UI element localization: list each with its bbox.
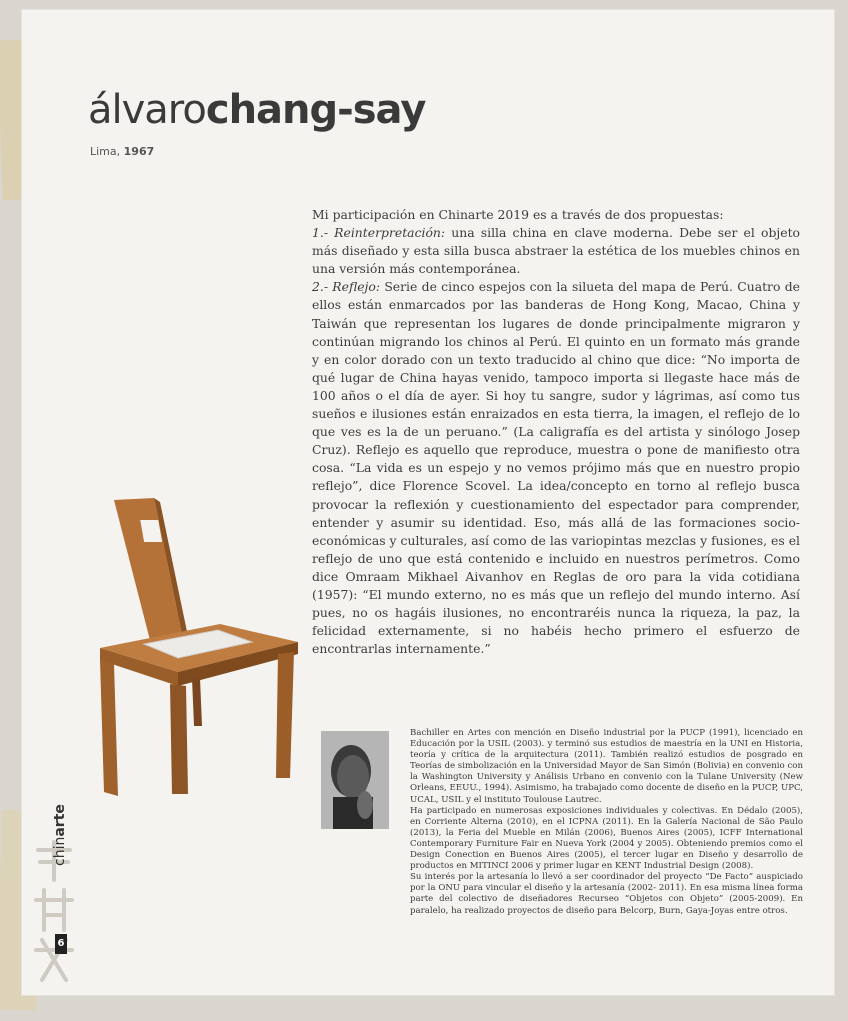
artist-last-name: chang-say: [205, 87, 426, 133]
brand-logo: [52, 804, 68, 866]
statement-intro: Mi participación en Chinarte 2019 es a través de dos propuestas:: [312, 207, 724, 222]
artist-biography: [410, 728, 803, 917]
artist-name: [88, 87, 426, 133]
artist-portrait-photo: [321, 731, 389, 829]
statement-item-2: [312, 278, 800, 658]
item-2-label: 2.- Reflejo:: [312, 279, 381, 295]
bio-paragraph: Su interés por la artesanía lo llevó a ser coordinador del proyecto “De Facto” auspiciado por la ONU para vincular el diseño y la artesanía (2002- 2011). En esa misma línea forma parte del colectivo de diseñadores Recurseo “Objetos con Objeto” (2005-2009). En paralelo, ha realizado proyectos de diseño para Belcorp, Burn, Gaya-Joyas entre otros.: [410, 872, 803, 916]
page-number: 6: [55, 934, 67, 954]
artist-city: Lima,: [90, 145, 121, 158]
artist-statement: [312, 206, 800, 658]
brand-part: arte: [52, 804, 68, 837]
bio-paragraph: Bachiller en Artes con mención en Diseño industrial por la PUCP (1991), licenciado en Educación por la USIL (2003). y terminó sus estudios de maestría en la UNI en Historia, teoría y crítica de la arquitectura (2011). También realizó estudios de posgrado en Teorías de simbolización en la Universidad Mayor de San Simón (Bolivia) en convenio con la Washington University y Análisis Urbano en convenio con la Tulane University (New Orleans, EEUU., 1994). Asimismo, ha trabajado como docente de diseño en la PUCP, UPC, UCAL, USIL y el instituto Toulouse Lautrec.: [410, 728, 803, 805]
artist-birth-year: 1967: [123, 145, 155, 158]
bio-paragraph: Ha participado en numerosas exposiciones individuales y colectivas. En Dédalo (2005), en Corriente Alterna (2010), en el ICPNA (2011). En la Galería Nacional de São Paulo (2013), la Feria del Mueble en Milán (2006), Buenos Aires (2005), ICFF International Contemporary Furniture Fair en Nueva York (2004 y 2005). Obteniendo premios como el Design Conection en Buenos Aires (2005), el tercer lugar en Diseño y desarrollo de productos en MITINCI 2006 y primer lugar en KENT Industrial Design (2008).: [410, 805, 803, 872]
item-2-text: Serie de cinco espejos con la silueta del mapa de Perú. Cuatro de ellos están enmarcados por las banderas de Hong Kong, Macao, China y Taiwán que representan los lugares de donde principalmente migraron y continúan migrando los chinos al Perú. El quinto en un formato más grande y en color dorado con un texto traducido al chino que dice: “No importa de qué lugar de China hayas venido, tampoco importa si llegaste hace más de 100 años o el día de ayer. Si hoy tu sangre, sudor y lágrimas, así como tus sueños e ilusiones están enraizados en esta tierra, la imagen, el reflejo de lo que ves es la de un peruano.” (La caligrafía es del artista y sinólogo Josep Cruz). Reflejo es aquello que reproduce, muestra o pone de manifiesto otra cosa. “La vida es un espejo y no vemos prójimo más que en nuestro propio reflejo”, dice Florence Scovel. La idea/concepto en torno al reflejo busca provocar la reflexión y cuestionamiento del espectador para comprender, entender y asumir su identidad. Eso, más allá de las formaciones socio-económicas y culturales, así como de las variopintas mezclas y fusiones, es el reflejo de uno que está contenido e incluido en nuestros perímetros. Como dice Omraam Mikhael Aivanhov en Reglas de oro para la vida cotidiana (1957): “El mundo externo, no es más que un reflejo del mundo interno. Así pues, no os hagáis ilusiones, no encontraréis nunca la riqueza, la paz, la felicidad externamente, si no habéis hecho primero el esfuerzo de encontrarlas internamente.”: [312, 279, 800, 657]
artist-origin: [90, 145, 154, 158]
artist-first-name: álvaro: [88, 87, 206, 133]
item-1-label: 1.- Reinterpretación:: [312, 225, 446, 241]
item-1-text: una silla china en clave moderna. Debe ser el objeto más diseñado y esta silla busca abstraer la estética de los muebles chinos en una versión más contemporánea.: [312, 225, 801, 277]
statement-item-1: [312, 224, 800, 278]
brand-part: chin: [52, 836, 68, 866]
chair-photo: [92, 496, 302, 796]
